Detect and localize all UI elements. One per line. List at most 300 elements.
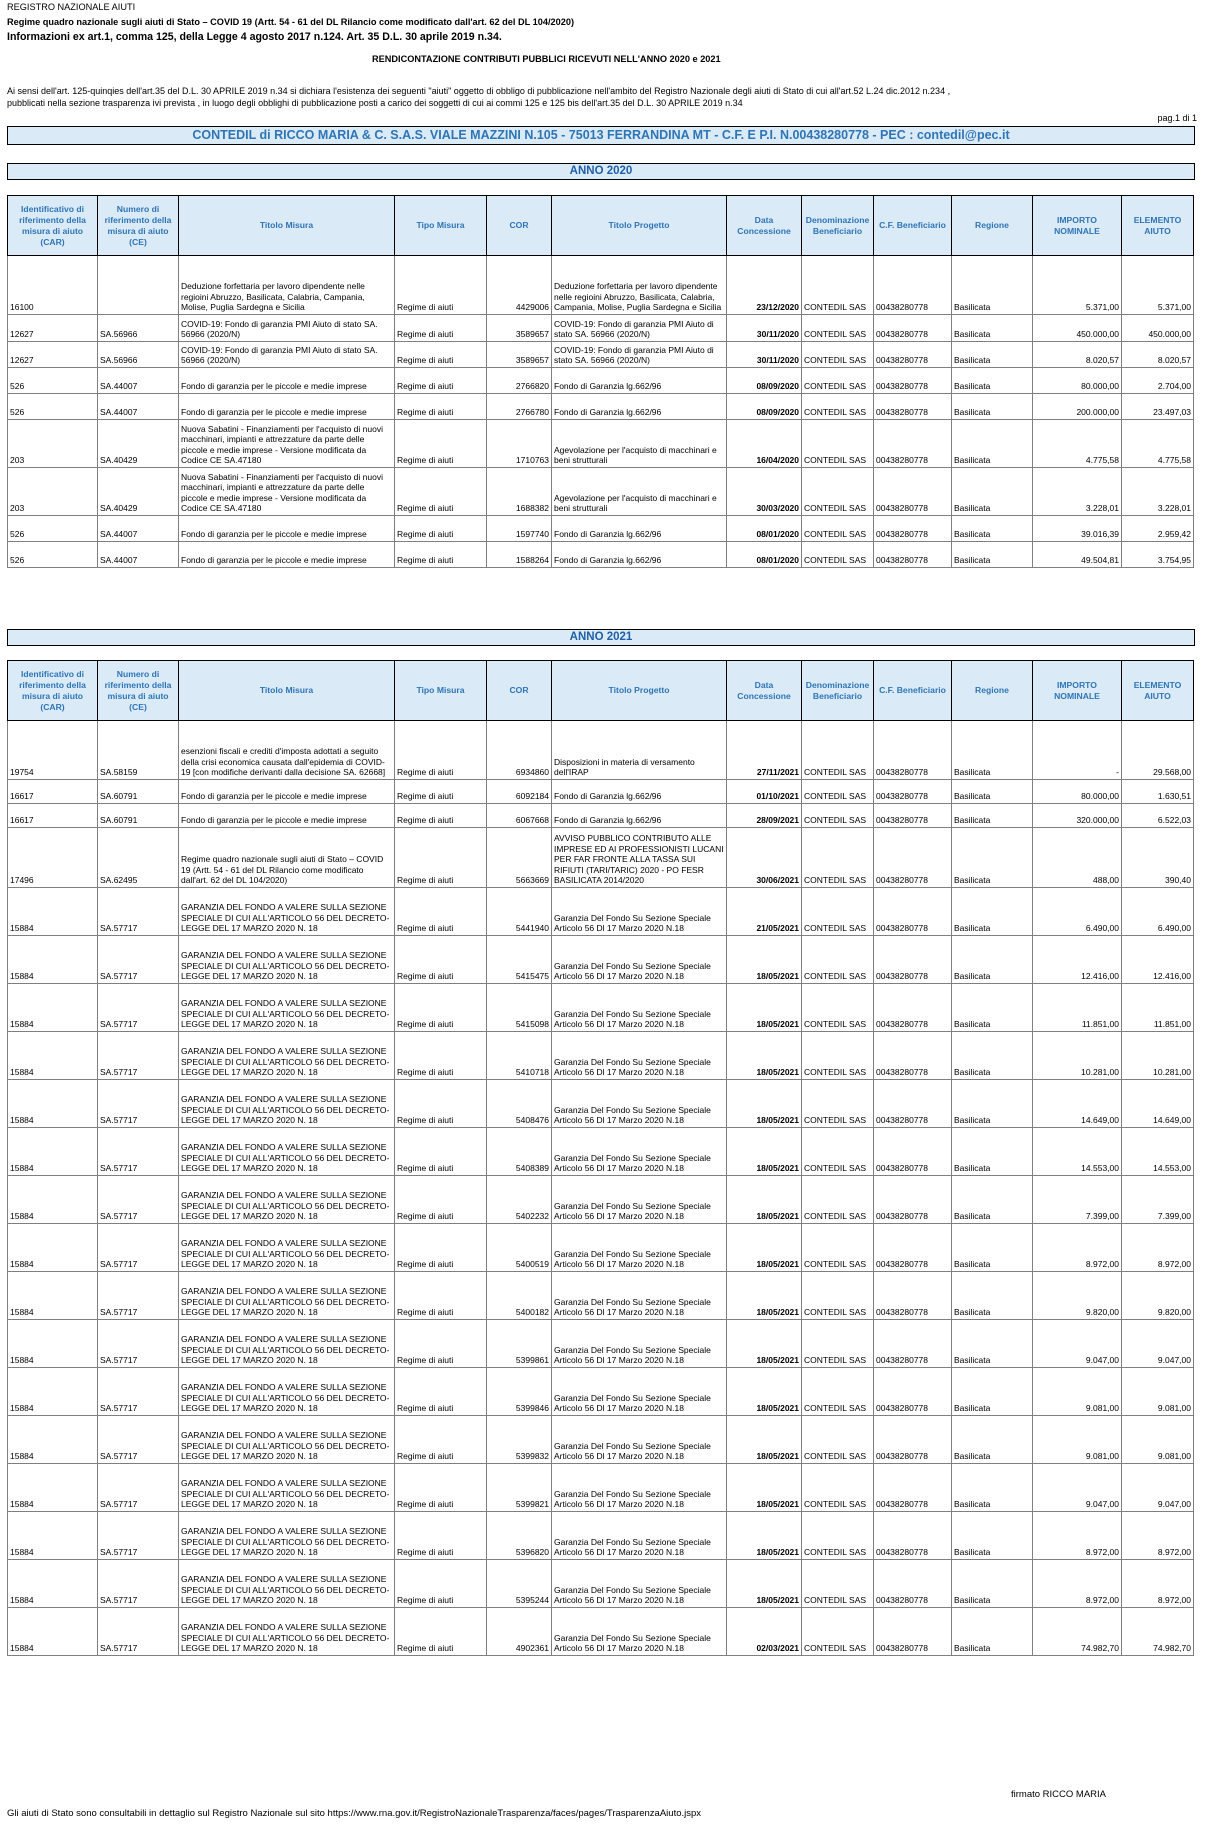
col-car: 15884 (8, 984, 98, 1032)
col-data-concessione: 08/09/2020 (727, 394, 802, 420)
col-car: 15884 (8, 1608, 98, 1656)
col-ce: SA.40429 (98, 468, 179, 516)
table-row (8, 1464, 1194, 1512)
col-cf-beneficiario: 00438280778 (874, 888, 952, 936)
col-tipo-misura: Regime di aiuti (395, 516, 487, 542)
col-cf-beneficiario: 00438280778 (874, 804, 952, 828)
col-car: 15884 (8, 1560, 98, 1608)
col-beneficiario: CONTEDIL SAS (802, 468, 874, 516)
col-ce: SA.57717 (98, 1464, 179, 1512)
col-ce: SA.57717 (98, 936, 179, 984)
table-row (8, 368, 1194, 394)
intro-line-1: Ai sensi dell'art. 125-quinqies dell'art.35 del D.L. 30 APRILE 2019 n.34 si dichiara l'esistenza dei seguenti "aiuti" oggetto di obbligo di pubblicazione nell'ambito del Registro Nazionale degli aiuti di Stato di cui all'art.52 L.24 dic.2012 n.234 , (7, 86, 951, 96)
table-row (8, 804, 1194, 828)
col-cor: 5399832 (487, 1416, 552, 1464)
col-titolo-misura: GARANZIA DEL FONDO A VALERE SULLA SEZIONE SPECIALE DI CUI ALL'ARTICOLO 56 DEL DECRETO-LEGGE DEL 17 MARZO 2020 N. 18 (179, 984, 395, 1032)
col-titolo-progetto: Garanzia Del Fondo Su Sezione Speciale Articolo 56 Dl 17 Marzo 2020 N.18 (552, 1224, 727, 1272)
col-beneficiario: CONTEDIL SAS (802, 1464, 874, 1512)
table-row (8, 780, 1194, 804)
col-regione: Basilicata (952, 780, 1033, 804)
col-cf-beneficiario: 00438280778 (874, 342, 952, 368)
col-titolo-misura: Fondo di garanzia per le piccole e medie imprese (179, 516, 395, 542)
col-ce: SA.58159 (98, 721, 179, 780)
col-cf-beneficiario: 00438280778 (874, 780, 952, 804)
col-cor: 5415475 (487, 936, 552, 984)
table-row (8, 1368, 1194, 1416)
col-data-concessione: 02/03/2021 (727, 1608, 802, 1656)
col-cor: 5408389 (487, 1128, 552, 1176)
col-titolo-progetto: Fondo di Garanzia lg.662/96 (552, 516, 727, 542)
col-importo-nominale: 49.504,81 (1033, 542, 1122, 568)
col-beneficiario: CONTEDIL SAS (802, 368, 874, 394)
col-elemento-aiuto: 14.553,00 (1122, 1128, 1194, 1176)
col-cf-beneficiario: 00438280778 (874, 256, 952, 315)
col-ce: SA.60791 (98, 780, 179, 804)
col-ce: SA.44007 (98, 394, 179, 420)
col-titolo-misura: GARANZIA DEL FONDO A VALERE SULLA SEZIONE SPECIALE DI CUI ALL'ARTICOLO 56 DEL DECRETO-LEGGE DEL 17 MARZO 2020 N. 18 (179, 1080, 395, 1128)
col-car: 15884 (8, 1176, 98, 1224)
col-titolo-progetto: Disposizioni in materia di versamento dell'IRAP (552, 721, 727, 780)
col-elemento-aiuto: 9.820,00 (1122, 1272, 1194, 1320)
table-row (8, 542, 1194, 568)
col-cf-beneficiario: 00438280778 (874, 1032, 952, 1080)
col-data-concessione: 18/05/2021 (727, 936, 802, 984)
col-data-concessione-header: Data Concessione (727, 196, 802, 256)
col-car: 17496 (8, 828, 98, 888)
col-importo-nominale: 9.047,00 (1033, 1320, 1122, 1368)
col-importo-nominale: 8.972,00 (1033, 1224, 1122, 1272)
col-tipo-misura: Regime di aiuti (395, 1320, 487, 1368)
col-importo-nominale: 80.000,00 (1033, 780, 1122, 804)
col-titolo-misura: COVID-19: Fondo di garanzia PMI Aiuto di stato SA. 56966 (2020/N) (179, 342, 395, 368)
col-elemento-aiuto-header: ELEMENTO AIUTO (1122, 196, 1194, 256)
col-titolo-misura: Regime quadro nazionale sugli aiuti di Stato – COVID 19 (Artt. 54 - 61 del DL Rilancio come modificato dall'art. 62 del DL 104/2020) (179, 828, 395, 888)
col-cor: 5399861 (487, 1320, 552, 1368)
aid-table-2020 (7, 195, 1194, 568)
col-tipo-misura: Regime di aiuti (395, 368, 487, 394)
col-beneficiario: CONTEDIL SAS (802, 342, 874, 368)
col-cf-beneficiario: 00438280778 (874, 394, 952, 420)
col-data-concessione: 18/05/2021 (727, 1272, 802, 1320)
col-car: 16100 (8, 256, 98, 315)
col-titolo-misura: COVID-19: Fondo di garanzia PMI Aiuto di stato SA. 56966 (2020/N) (179, 315, 395, 342)
col-tipo-misura: Regime di aiuti (395, 828, 487, 888)
col-beneficiario: CONTEDIL SAS (802, 721, 874, 780)
col-elemento-aiuto: 6.522,03 (1122, 804, 1194, 828)
col-titolo-progetto-header: Titolo Progetto (552, 661, 727, 721)
col-data-concessione: 16/04/2020 (727, 420, 802, 468)
col-cf-beneficiario: 00438280778 (874, 1608, 952, 1656)
col-tipo-misura: Regime di aiuti (395, 721, 487, 780)
col-beneficiario: CONTEDIL SAS (802, 1608, 874, 1656)
col-importo-nominale: 488,00 (1033, 828, 1122, 888)
col-car: 16617 (8, 780, 98, 804)
col-importo-nominale: 10.281,00 (1033, 1032, 1122, 1080)
col-regione: Basilicata (952, 468, 1033, 516)
col-car: 15884 (8, 1512, 98, 1560)
col-importo-nominale-header: IMPORTO NOMINALE (1033, 661, 1122, 721)
col-cor: 5395244 (487, 1560, 552, 1608)
col-titolo-misura: GARANZIA DEL FONDO A VALERE SULLA SEZIONE SPECIALE DI CUI ALL'ARTICOLO 56 DEL DECRETO-LEGGE DEL 17 MARZO 2020 N. 18 (179, 1272, 395, 1320)
regime-title: Regime quadro nazionale sugli aiuti di Stato – COVID 19 (Artt. 54 - 61 del DL Rilancio come modificato dall'art. 62 del DL 104/2020) (7, 17, 575, 27)
col-car: 15884 (8, 1032, 98, 1080)
col-titolo-progetto: Fondo di Garanzia lg.662/96 (552, 368, 727, 394)
col-data-concessione: 01/10/2021 (727, 780, 802, 804)
col-car-header: Identificativo di riferimento della misura di aiuto (CAR) (8, 661, 98, 721)
col-regione: Basilicata (952, 1320, 1033, 1368)
col-cf-beneficiario: 00438280778 (874, 1464, 952, 1512)
col-ce: SA.57717 (98, 1080, 179, 1128)
col-cor: 5400182 (487, 1272, 552, 1320)
col-beneficiario: CONTEDIL SAS (802, 1224, 874, 1272)
info-line: Informazioni ex art.1, comma 125, della Legge 4 agosto 2017 n.124. Art. 35 D.L. 30 aprile 2019 n.34. (7, 31, 502, 43)
col-car: 19754 (8, 721, 98, 780)
col-titolo-misura-header: Titolo Misura (179, 661, 395, 721)
col-importo-nominale: 9.820,00 (1033, 1272, 1122, 1320)
col-cor-header: COR (487, 661, 552, 721)
col-tipo-misura: Regime di aiuti (395, 984, 487, 1032)
col-cor: 6934860 (487, 721, 552, 780)
col-titolo-progetto: Garanzia Del Fondo Su Sezione Speciale Articolo 56 Dl 17 Marzo 2020 N.18 (552, 984, 727, 1032)
col-titolo-progetto: Garanzia Del Fondo Su Sezione Speciale Articolo 56 Dl 17 Marzo 2020 N.18 (552, 1512, 727, 1560)
col-cf-beneficiario: 00438280778 (874, 1512, 952, 1560)
col-tipo-misura: Regime di aiuti (395, 804, 487, 828)
col-ce: SA.60791 (98, 804, 179, 828)
col-elemento-aiuto: 8.972,00 (1122, 1224, 1194, 1272)
col-ce: SA.56966 (98, 342, 179, 368)
col-importo-nominale: 8.972,00 (1033, 1512, 1122, 1560)
col-tipo-misura: Regime di aiuti (395, 1128, 487, 1176)
table-row (8, 420, 1194, 468)
table-row (8, 936, 1194, 984)
col-titolo-progetto: Garanzia Del Fondo Su Sezione Speciale Articolo 56 Dl 17 Marzo 2020 N.18 (552, 1560, 727, 1608)
col-regione: Basilicata (952, 1032, 1033, 1080)
col-titolo-progetto: Deduzione forfettaria per lavoro dipendente nelle regioini Abruzzo, Basilicata, Calabria, Campania, Molise, Puglia Sardegna e Sicilia (552, 256, 727, 315)
col-titolo-progetto: Fondo di Garanzia lg.662/96 (552, 780, 727, 804)
col-importo-nominale: 39.016,39 (1033, 516, 1122, 542)
table-row (8, 1224, 1194, 1272)
col-ce: SA.62495 (98, 828, 179, 888)
col-elemento-aiuto: 11.851,00 (1122, 984, 1194, 1032)
col-tipo-misura: Regime di aiuti (395, 315, 487, 342)
col-car: 15884 (8, 888, 98, 936)
col-data-concessione: 23/12/2020 (727, 256, 802, 315)
col-importo-nominale: 8.972,00 (1033, 1560, 1122, 1608)
col-data-concessione: 18/05/2021 (727, 1416, 802, 1464)
col-car: 15884 (8, 936, 98, 984)
col-beneficiario: CONTEDIL SAS (802, 936, 874, 984)
col-cf-beneficiario: 00438280778 (874, 420, 952, 468)
col-data-concessione: 18/05/2021 (727, 1368, 802, 1416)
col-cor: 4902361 (487, 1608, 552, 1656)
col-elemento-aiuto: 450.000,00 (1122, 315, 1194, 342)
col-regione: Basilicata (952, 315, 1033, 342)
col-car: 15884 (8, 1320, 98, 1368)
col-car: 526 (8, 542, 98, 568)
col-ce: SA.57717 (98, 1608, 179, 1656)
table-row (8, 1320, 1194, 1368)
col-tipo-misura: Regime di aiuti (395, 1032, 487, 1080)
col-titolo-misura: GARANZIA DEL FONDO A VALERE SULLA SEZIONE SPECIALE DI CUI ALL'ARTICOLO 56 DEL DECRETO-LEGGE DEL 17 MARZO 2020 N. 18 (179, 1320, 395, 1368)
col-beneficiario: CONTEDIL SAS (802, 804, 874, 828)
col-regione: Basilicata (952, 721, 1033, 780)
col-cor: 5400519 (487, 1224, 552, 1272)
col-cor: 5399821 (487, 1464, 552, 1512)
col-cf-beneficiario: 00438280778 (874, 1368, 952, 1416)
col-importo-nominale: 4.775,58 (1033, 420, 1122, 468)
col-data-concessione: 18/05/2021 (727, 1560, 802, 1608)
col-tipo-misura: Regime di aiuti (395, 394, 487, 420)
col-tipo-misura: Regime di aiuti (395, 1416, 487, 1464)
col-elemento-aiuto: 3.228,01 (1122, 468, 1194, 516)
col-titolo-progetto: Garanzia Del Fondo Su Sezione Speciale Articolo 56 Dl 17 Marzo 2020 N.18 (552, 888, 727, 936)
col-car: 15884 (8, 1272, 98, 1320)
col-cf-beneficiario: 00438280778 (874, 1128, 952, 1176)
col-importo-nominale: 5.371,00 (1033, 256, 1122, 315)
col-titolo-progetto: Garanzia Del Fondo Su Sezione Speciale Articolo 56 Dl 17 Marzo 2020 N.18 (552, 936, 727, 984)
col-titolo-misura: Deduzione forfettaria per lavoro dipendente nelle regioini Abruzzo, Basilicata, Calabria, Campania, Molise, Puglia Sardegna e Sicilia (179, 256, 395, 315)
col-tipo-misura: Regime di aiuti (395, 468, 487, 516)
col-titolo-progetto: Fondo di Garanzia lg.662/96 (552, 394, 727, 420)
col-data-concessione: 18/05/2021 (727, 1128, 802, 1176)
year-2020-banner: ANNO 2020 (7, 163, 1195, 180)
col-tipo-misura: Regime di aiuti (395, 342, 487, 368)
col-cor: 5441940 (487, 888, 552, 936)
year-2021-banner: ANNO 2021 (7, 629, 1195, 646)
col-titolo-misura: GARANZIA DEL FONDO A VALERE SULLA SEZIONE SPECIALE DI CUI ALL'ARTICOLO 56 DEL DECRETO-LEGGE DEL 17 MARZO 2020 N. 18 (179, 1416, 395, 1464)
company-banner: CONTEDIL di RICCO MARIA & C. S.A.S. VIALE MAZZINI N.105 - 75013 FERRANDINA MT - C.F. E P.I. N.00438280778 - PEC : contedil@pec.it (7, 126, 1195, 145)
table-header-row (8, 196, 1194, 256)
col-car: 15884 (8, 1368, 98, 1416)
col-elemento-aiuto: 74.982,70 (1122, 1608, 1194, 1656)
col-cor: 5408476 (487, 1080, 552, 1128)
col-beneficiario: CONTEDIL SAS (802, 888, 874, 936)
col-data-concessione: 18/05/2021 (727, 1032, 802, 1080)
col-regione: Basilicata (952, 1272, 1033, 1320)
col-importo-nominale: 8.020,57 (1033, 342, 1122, 368)
col-ce: SA.57717 (98, 1128, 179, 1176)
col-titolo-progetto: COVID-19: Fondo di garanzia PMI Aiuto di stato SA. 56966 (2020/N) (552, 342, 727, 368)
col-tipo-misura: Regime di aiuti (395, 888, 487, 936)
col-cf-beneficiario: 00438280778 (874, 1320, 952, 1368)
col-cf-beneficiario: 00438280778 (874, 936, 952, 984)
col-beneficiario: CONTEDIL SAS (802, 828, 874, 888)
col-car: 15884 (8, 1224, 98, 1272)
table-row (8, 888, 1194, 936)
col-beneficiario: CONTEDIL SAS (802, 1128, 874, 1176)
col-cor: 1597740 (487, 516, 552, 542)
col-cor: 5415098 (487, 984, 552, 1032)
col-titolo-misura: GARANZIA DEL FONDO A VALERE SULLA SEZIONE SPECIALE DI CUI ALL'ARTICOLO 56 DEL DECRETO-LEGGE DEL 17 MARZO 2020 N. 18 (179, 1368, 395, 1416)
col-titolo-misura: Nuova Sabatini - Finanziamenti per l'acquisto di nuovi macchinari, impianti e attrezzature da parte delle piccole e medie imprese - Versione modificata da Codice CE SA.47180 (179, 468, 395, 516)
col-beneficiario: CONTEDIL SAS (802, 1272, 874, 1320)
col-titolo-progetto: COVID-19: Fondo di garanzia PMI Aiuto di stato SA. 56966 (2020/N) (552, 315, 727, 342)
col-ce-header: Numero di riferimento della misura di aiuto (CE) (98, 196, 179, 256)
col-beneficiario: CONTEDIL SAS (802, 256, 874, 315)
signature: firmato RICCO MARIA (1011, 1789, 1107, 1800)
col-cf-beneficiario: 00438280778 (874, 984, 952, 1032)
col-data-concessione: 18/05/2021 (727, 1080, 802, 1128)
col-tipo-misura: Regime di aiuti (395, 1080, 487, 1128)
col-titolo-progetto: Fondo di Garanzia lg.662/96 (552, 542, 727, 568)
col-regione: Basilicata (952, 828, 1033, 888)
col-ce: SA.56966 (98, 315, 179, 342)
col-cor: 6067668 (487, 804, 552, 828)
registry-title: REGISTRO NAZIONALE AIUTI (7, 2, 136, 12)
table-row (8, 1272, 1194, 1320)
col-regione: Basilicata (952, 804, 1033, 828)
col-cf-beneficiario: 00438280778 (874, 1080, 952, 1128)
col-elemento-aiuto: 4.775,58 (1122, 420, 1194, 468)
col-tipo-misura: Regime di aiuti (395, 1464, 487, 1512)
col-cor-header: COR (487, 196, 552, 256)
col-regione-header: Regione (952, 196, 1033, 256)
col-elemento-aiuto: 8.972,00 (1122, 1512, 1194, 1560)
col-regione: Basilicata (952, 1608, 1033, 1656)
col-elemento-aiuto: 12.416,00 (1122, 936, 1194, 984)
col-elemento-aiuto: 9.081,00 (1122, 1416, 1194, 1464)
col-ce: SA.44007 (98, 542, 179, 568)
col-titolo-misura: GARANZIA DEL FONDO A VALERE SULLA SEZIONE SPECIALE DI CUI ALL'ARTICOLO 56 DEL DECRETO-LEGGE DEL 17 MARZO 2020 N. 18 (179, 936, 395, 984)
col-importo-nominale: 14.553,00 (1033, 1128, 1122, 1176)
col-titolo-misura: GARANZIA DEL FONDO A VALERE SULLA SEZIONE SPECIALE DI CUI ALL'ARTICOLO 56 DEL DECRETO-LEGGE DEL 17 MARZO 2020 N. 18 (179, 1608, 395, 1656)
col-regione: Basilicata (952, 1080, 1033, 1128)
col-titolo-progetto: Garanzia Del Fondo Su Sezione Speciale Articolo 56 Dl 17 Marzo 2020 N.18 (552, 1608, 727, 1656)
col-cf-beneficiario: 00438280778 (874, 1176, 952, 1224)
table-row (8, 984, 1194, 1032)
col-titolo-misura-header: Titolo Misura (179, 196, 395, 256)
col-importo-nominale: 3.228,01 (1033, 468, 1122, 516)
col-cor: 1710763 (487, 420, 552, 468)
col-elemento-aiuto: 8.020,57 (1122, 342, 1194, 368)
col-cf-beneficiario-header: C.F. Beneficiario (874, 196, 952, 256)
col-beneficiario: CONTEDIL SAS (802, 394, 874, 420)
col-cor: 5410718 (487, 1032, 552, 1080)
col-data-concessione: 28/09/2021 (727, 804, 802, 828)
col-cf-beneficiario: 00438280778 (874, 468, 952, 516)
col-cf-beneficiario: 00438280778 (874, 721, 952, 780)
col-beneficiario: CONTEDIL SAS (802, 984, 874, 1032)
col-tipo-misura-header: Tipo Misura (395, 661, 487, 721)
col-data-concessione-header: Data Concessione (727, 661, 802, 721)
col-titolo-misura: GARANZIA DEL FONDO A VALERE SULLA SEZIONE SPECIALE DI CUI ALL'ARTICOLO 56 DEL DECRETO-LEGGE DEL 17 MARZO 2020 N. 18 (179, 1224, 395, 1272)
col-cor: 1588264 (487, 542, 552, 568)
col-beneficiario: CONTEDIL SAS (802, 516, 874, 542)
col-regione: Basilicata (952, 888, 1033, 936)
col-tipo-misura: Regime di aiuti (395, 1608, 487, 1656)
col-data-concessione: 08/01/2020 (727, 542, 802, 568)
col-beneficiario-header: Denominazione Beneficiario (802, 661, 874, 721)
col-car: 12627 (8, 342, 98, 368)
col-elemento-aiuto: 3.754,95 (1122, 542, 1194, 568)
col-cor: 2766780 (487, 394, 552, 420)
col-car: 16617 (8, 804, 98, 828)
col-regione: Basilicata (952, 256, 1033, 315)
col-ce (98, 256, 179, 315)
col-beneficiario: CONTEDIL SAS (802, 1176, 874, 1224)
col-tipo-misura: Regime di aiuti (395, 1560, 487, 1608)
col-elemento-aiuto: 10.281,00 (1122, 1032, 1194, 1080)
col-car: 15884 (8, 1080, 98, 1128)
col-regione: Basilicata (952, 1368, 1033, 1416)
col-cf-beneficiario-header: C.F. Beneficiario (874, 661, 952, 721)
aid-table-2021 (7, 660, 1194, 1656)
col-data-concessione: 18/05/2021 (727, 1320, 802, 1368)
col-elemento-aiuto: 7.399,00 (1122, 1176, 1194, 1224)
col-regione: Basilicata (952, 394, 1033, 420)
col-titolo-progetto: Garanzia Del Fondo Su Sezione Speciale Articolo 56 Dl 17 Marzo 2020 N.18 (552, 1272, 727, 1320)
col-regione: Basilicata (952, 1176, 1033, 1224)
col-titolo-misura: GARANZIA DEL FONDO A VALERE SULLA SEZIONE SPECIALE DI CUI ALL'ARTICOLO 56 DEL DECRETO-LEGGE DEL 17 MARZO 2020 N. 18 (179, 1464, 395, 1512)
col-titolo-progetto: Garanzia Del Fondo Su Sezione Speciale Articolo 56 Dl 17 Marzo 2020 N.18 (552, 1176, 727, 1224)
col-beneficiario: CONTEDIL SAS (802, 542, 874, 568)
table-row (8, 721, 1194, 780)
col-importo-nominale: 74.982,70 (1033, 1608, 1122, 1656)
col-regione: Basilicata (952, 420, 1033, 468)
col-regione: Basilicata (952, 516, 1033, 542)
col-importo-nominale: 14.649,00 (1033, 1080, 1122, 1128)
col-importo-nominale: 450.000,00 (1033, 315, 1122, 342)
col-data-concessione: 30/06/2021 (727, 828, 802, 888)
col-elemento-aiuto: 5.371,00 (1122, 256, 1194, 315)
col-elemento-aiuto: 2.704,00 (1122, 368, 1194, 394)
col-titolo-misura: Fondo di garanzia per le piccole e medie imprese (179, 780, 395, 804)
page-number: pag.1 di 1 (1157, 113, 1197, 123)
col-cor: 1688382 (487, 468, 552, 516)
col-titolo-misura: esenzioni fiscali e crediti d'imposta adottati a seguito della crisi economica causata dall'epidemia di COVID-19 [con modifiche derivanti dalla decisione SA. 62668] (179, 721, 395, 780)
col-tipo-misura: Regime di aiuti (395, 1272, 487, 1320)
col-beneficiario: CONTEDIL SAS (802, 780, 874, 804)
col-importo-nominale: 7.399,00 (1033, 1176, 1122, 1224)
col-importo-nominale: 80.000,00 (1033, 368, 1122, 394)
col-regione: Basilicata (952, 1416, 1033, 1464)
col-titolo-progetto: Garanzia Del Fondo Su Sezione Speciale Articolo 56 Dl 17 Marzo 2020 N.18 (552, 1128, 727, 1176)
col-elemento-aiuto: 9.081,00 (1122, 1368, 1194, 1416)
col-titolo-misura: Fondo di garanzia per le piccole e medie imprese (179, 804, 395, 828)
col-ce: SA.57717 (98, 1416, 179, 1464)
col-cor: 6092184 (487, 780, 552, 804)
col-importo-nominale: 11.851,00 (1033, 984, 1122, 1032)
col-titolo-misura: GARANZIA DEL FONDO A VALERE SULLA SEZIONE SPECIALE DI CUI ALL'ARTICOLO 56 DEL DECRETO-LEGGE DEL 17 MARZO 2020 N. 18 (179, 1128, 395, 1176)
col-importo-nominale: 320.000,00 (1033, 804, 1122, 828)
col-car: 526 (8, 516, 98, 542)
col-titolo-progetto: Agevolazione per l'acquisto di macchinari e beni strutturali (552, 468, 727, 516)
col-ce: SA.57717 (98, 1560, 179, 1608)
col-cor: 5402232 (487, 1176, 552, 1224)
table-row (8, 342, 1194, 368)
col-elemento-aiuto: 390,40 (1122, 828, 1194, 888)
col-importo-nominale: 9.081,00 (1033, 1416, 1122, 1464)
col-data-concessione: 30/03/2020 (727, 468, 802, 516)
col-car: 203 (8, 468, 98, 516)
col-ce: SA.44007 (98, 368, 179, 394)
col-regione: Basilicata (952, 1560, 1033, 1608)
col-ce: SA.57717 (98, 1032, 179, 1080)
col-cf-beneficiario: 00438280778 (874, 828, 952, 888)
col-titolo-progetto: Agevolazione per l'acquisto di macchinari e beni strutturali (552, 420, 727, 468)
col-elemento-aiuto: 23.497,03 (1122, 394, 1194, 420)
col-cf-beneficiario: 00438280778 (874, 1272, 952, 1320)
table-row (8, 1512, 1194, 1560)
col-titolo-misura: GARANZIA DEL FONDO A VALERE SULLA SEZIONE SPECIALE DI CUI ALL'ARTICOLO 56 DEL DECRETO-LEGGE DEL 17 MARZO 2020 N. 18 (179, 1512, 395, 1560)
col-tipo-misura: Regime di aiuti (395, 780, 487, 804)
col-data-concessione: 18/05/2021 (727, 1176, 802, 1224)
col-regione: Basilicata (952, 1512, 1033, 1560)
col-importo-nominale: - (1033, 721, 1122, 780)
col-elemento-aiuto-header: ELEMENTO AIUTO (1122, 661, 1194, 721)
col-importo-nominale: 9.047,00 (1033, 1464, 1122, 1512)
col-regione: Basilicata (952, 368, 1033, 394)
